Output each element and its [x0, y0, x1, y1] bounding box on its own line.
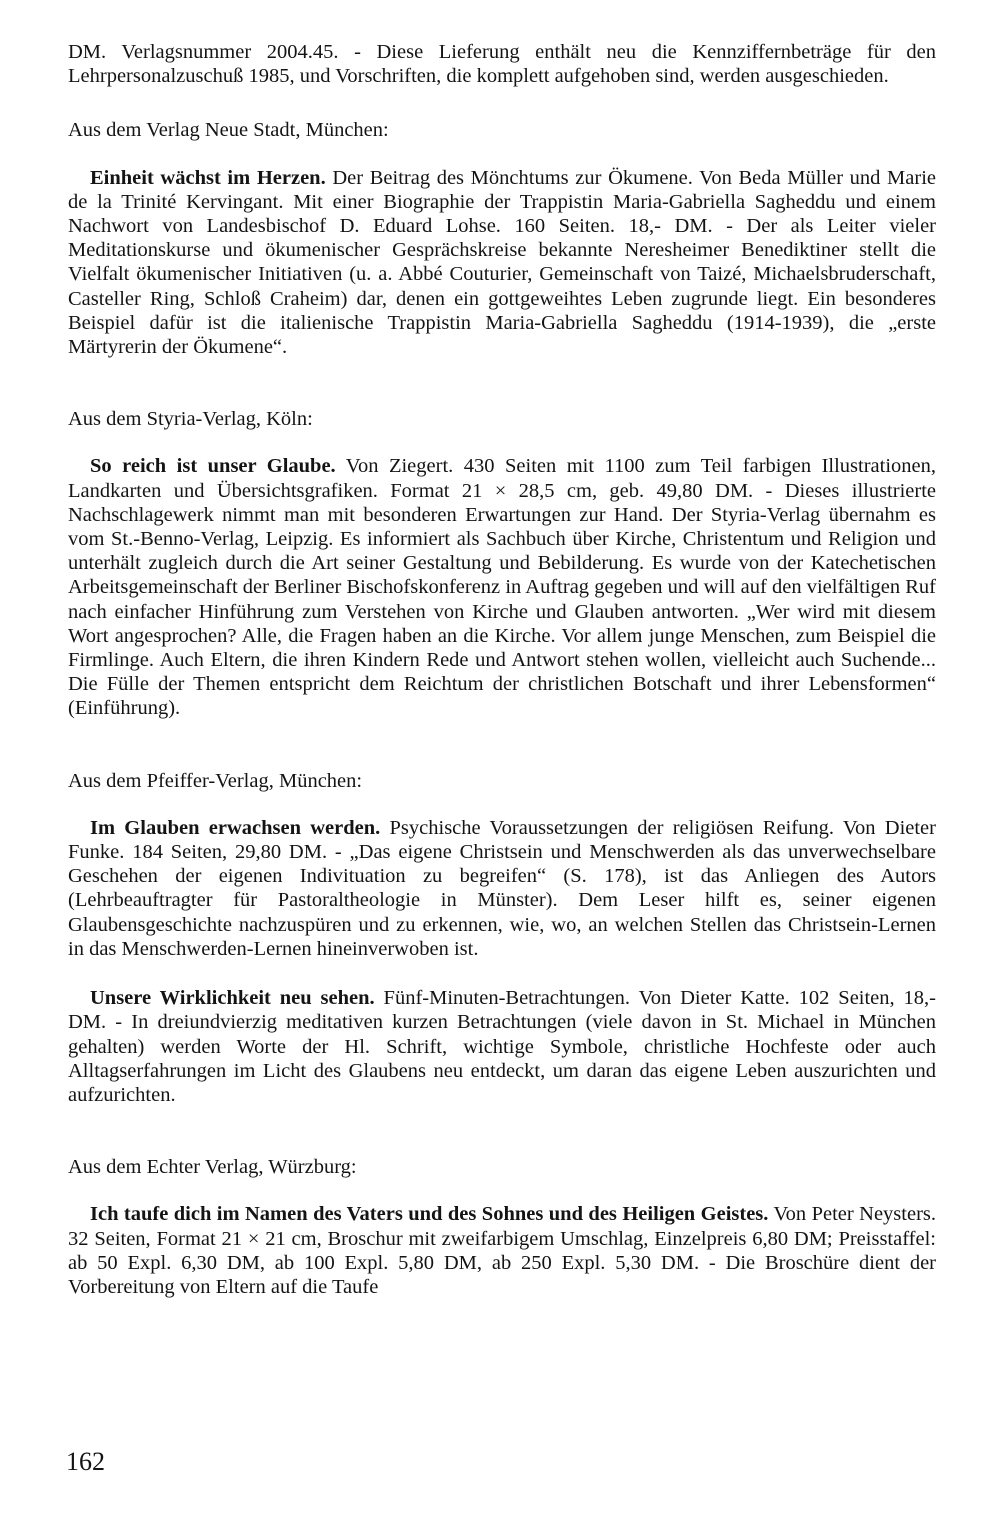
book-title: Unsere Wirklichkeit neu sehen.: [90, 987, 375, 1010]
book-description: Von Peter Neysters. 32 Seiten, Format 21 × 21 cm, Broschur mit zweifarbigem Umschlag, Einzelpreis 6,80 DM; Preisstaffel: ab 50 Expl. 6,30 DM, ab 100 Expl. 5,80 DM, ab 250 Expl. 5,30 DM. - Die Broschüre dient der Vorbereitung von Eltern auf die Taufe: [68, 1203, 936, 1298]
book-entry: [68, 454, 936, 720]
publisher-heading: Aus dem Verlag Neue Stadt, München:: [68, 119, 389, 142]
book-description: Fünf-Minuten-Betrachtungen. Von Dieter Katte. 102 Seiten, 18,- DM. - In dreiundvierzig meditativen kurzen Betrachtungen (viele davon in St. Michael in München gehalten) werden Worte der Hl. Schrift, wichtige Symbole, christliche Hochfeste oder auch Alltagserfahrungen im Licht des Glaubens neu entdeckt, um daran das eigene Leben auszurichten und aufzurichten.: [68, 987, 936, 1106]
section-styria-verlag: [68, 407, 936, 720]
book-entry: [68, 986, 936, 1107]
section-verlag-neue-stadt: [68, 118, 936, 359]
section-pfeiffer-verlag: [68, 769, 936, 1107]
page-body: [68, 40, 936, 1299]
publisher-heading: Aus dem Echter Verlag, Würzburg:: [68, 1156, 357, 1179]
section-echter-verlag: [68, 1155, 936, 1299]
book-title: Im Glauben erwachsen werden.: [90, 816, 381, 839]
intro-paragraph: DM. Verlagsnummer 2004.45. - Diese Lieferung enthält neu die Kennziffernbeträge für den Lehrpersonalzuschuß 1985, und Vorschriften, die komplett aufgehoben sind, werden ausgeschieden.: [68, 41, 936, 88]
book-title: Ich taufe dich im Namen des Vaters und des Sohnes und des Heiligen Geistes.: [90, 1203, 769, 1226]
book-entry: [68, 1202, 936, 1299]
book-title: So reich ist unser Glaube.: [90, 455, 336, 478]
book-title: Einheit wächst im Herzen.: [90, 166, 326, 189]
page-number: 162: [66, 1447, 105, 1476]
publisher-heading: Aus dem Styria-Verlag, Köln:: [68, 408, 313, 431]
publisher-heading: Aus dem Pfeiffer-Verlag, München:: [68, 769, 363, 792]
book-description: Psychische Voraussetzungen der religiösen Reifung. Von Dieter Funke. 184 Seiten, 29,80 DM. - „Das eigene Christsein und Menschwerden als das unverwechselbare Geschehen der eigenen Indivituation zu begreifen“ (S. 178), ist das Anliegen des Autors (Lehrbeauftragter für Pastoraltheologie in Münster). Dem Leser hilft es, seiner eigenen Glaubensgeschichte nachzuspüren und zu erkennen, wie, wo, an welchen Stellen das Christsein-Lernen in das Menschwerden-Lernen hineinverwoben ist.: [68, 816, 936, 960]
book-description: Der Beitrag des Mönchtums zur Ökumene. Von Beda Müller und Marie de la Trinité Kervingant. Mit einer Biographie der Trappistin Maria-Gabriella Sagheddu und einem Nachwort von Landesbischof D. Eduard Lohse. 160 Seiten. 18,- DM. - Der als Leiter vieler Meditationskurse und ökumenischer Gesprächskreise bekannte Neresheimer Benediktiner stellt die Vielfalt ökumenischer Initiativen (u. a. Abbé Couturier, Gemeinschaft von Taizé, Michaelsbruderschaft, Casteller Ring, Schloß Craheim) dar, denen ein gottgeweihtes Leben zugrunde liegt. Ein besonderes Beispiel dafür ist die italienische Trappistin Maria-Gabriella Sagheddu (1914-1939), die „erste Märtyrerin der Ökumene“.: [68, 166, 936, 359]
book-description: Von Ziegert. 430 Seiten mit 1100 zum Teil farbigen Illustrationen, Landkarten und Übersichtsgrafiken. Format 21 × 28,5 cm, geb. 49,80 DM. - Dieses illustrierte Nachschlagewerk nimmt man mit besonderen Erwartungen zur Hand. Der Styria-Verlag übernahm es vom St.-Benno-Verlag, Leipzig. Es informiert als Sachbuch über Kirche, Christentum und Religion und unterhält zugleich durch die Art seiner Gestaltung und Bebilderung. Es wurde von der Katechetischen Arbeitsgemeinschaft der Berliner Bischofskonferenz in Auftrag gegeben und will auf den vielfältigen Ruf nach einfacher Hinführung zum Verstehen von Kirche und Glauben antworten. „Wer wird mit diesem Wort angesprochen? Alle, die Fragen haben an die Kirche. Vor allem junge Menschen, zum Beispiel die Firmlinge. Auch Eltern, die ihren Kindern Rede und Antwort stehen wollen, vielleicht auch Suchende... Die Fülle der Themen entspricht dem Reichtum der christlichen Botschaft und ihrer Lebensformen“ (Einführung).: [68, 455, 936, 720]
book-entry: [68, 166, 936, 360]
book-entry: [68, 816, 936, 961]
